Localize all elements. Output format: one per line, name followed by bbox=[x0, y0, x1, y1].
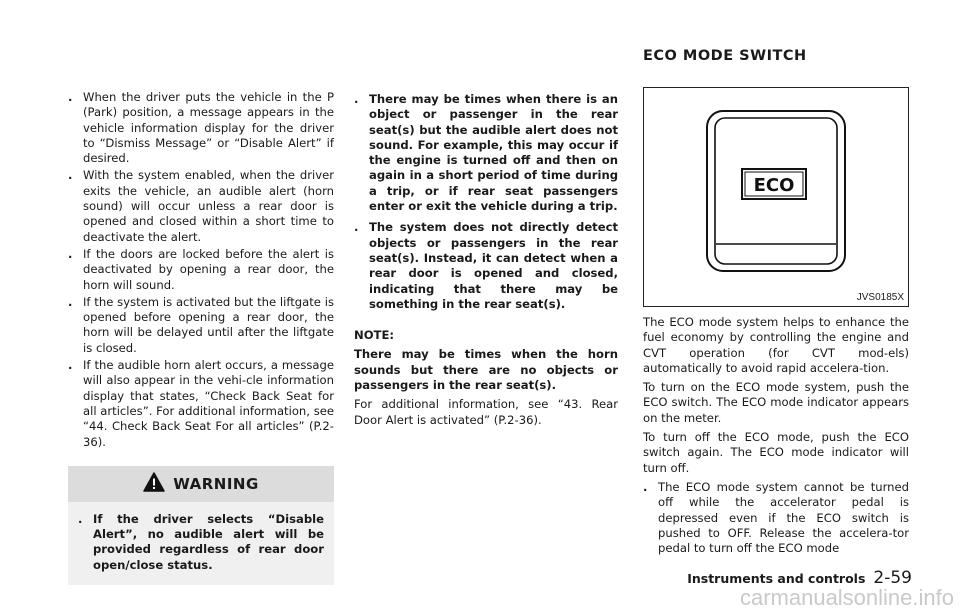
eco-button-label: ECO bbox=[753, 175, 795, 196]
list-item: . If the system is activated but the liftgate is opened before opening a rear door, the horn will be delayed until after the liftgate is closed. bbox=[68, 294, 334, 355]
list-item: . When the driver puts the vehicle in the P (Park) position, a message appears in the vehicle information display for the driver to “Dismiss Message” or “Disable Alert” if desired. bbox=[68, 90, 334, 166]
column-right bbox=[643, 315, 909, 558]
page-number: 2-59 bbox=[873, 568, 912, 588]
reference-text: For additional information, see “43. Rear Door Alert is activated” (P.2-36). bbox=[354, 397, 618, 427]
note-label: NOTE: bbox=[354, 328, 395, 343]
warning-box bbox=[68, 502, 334, 585]
paragraph: To turn off the ECO mode, push the ECO switch again. The ECO mode indicator will turn off. bbox=[643, 430, 909, 475]
figure-code: JVS0185X bbox=[856, 292, 904, 303]
column-left bbox=[68, 90, 334, 585]
list-item: . The ECO mode system cannot be turned off while the accelerator pedal is depressed even if the ECO switch is pushed to OFF. Release the accelera-tor pedal to turn off the ECO mode bbox=[643, 479, 909, 556]
list-item: . If the audible horn alert occurs, a message will also appear in the vehi-cle information display that states, “Check Back Seat for all articles”. For additional information, see “44. Check Back Seat For all articles” (P.2-36). bbox=[68, 358, 334, 449]
list-item: . If the driver selects “Disable Alert”, no audible alert will be provided regardless of rear door open/close status. bbox=[78, 511, 324, 572]
list-item: . The system does not directly detect objects or passengers in the rear seat(s). Instead, it can detect when a rear door is opened and closed, indicating that there may be something in the rear seat(s). bbox=[354, 220, 618, 311]
list-item: . If the doors are locked before the alert is deactivated by opening a rear door, the horn will sound. bbox=[68, 246, 334, 292]
footer-section: Instruments and controls bbox=[687, 571, 866, 586]
watermark: carmanualsonline.info bbox=[739, 585, 954, 610]
warning-triangle-icon bbox=[143, 472, 165, 496]
warning-title: WARNING bbox=[173, 474, 259, 493]
note-text: There may be times when the horn sounds but there are no objects or passengers in the rear seat(s). bbox=[354, 347, 618, 393]
list-item: . There may be times when there is an object or passenger in the rear seat(s) but the audible alert does not sound. For example, this may occur if the engine is turned off and then on again in a short period of time during a trip, or if rear seat passengers enter or exit the vehicle during a trip. bbox=[354, 92, 618, 214]
eco-switch-figure bbox=[643, 87, 909, 307]
warning-header bbox=[68, 466, 334, 502]
paragraph: The ECO mode system helps to enhance the fuel economy by controlling the engine and CVT operation (for CVT mod-els) automatically to avoid rapid accelera-tion. bbox=[643, 315, 909, 375]
column-middle bbox=[354, 92, 618, 432]
list-item: . With the system enabled, when the driver exits the vehicle, an audible alert (horn sound) will occur unless a rear door is opened and closed within a short time to deactivate the alert. bbox=[68, 168, 334, 244]
section-title: ECO MODE SWITCH bbox=[643, 48, 807, 64]
paragraph: To turn on the ECO mode system, push the ECO switch. The ECO mode indicator appears on the meter. bbox=[643, 380, 909, 425]
eco-switch-illustration bbox=[644, 88, 908, 306]
